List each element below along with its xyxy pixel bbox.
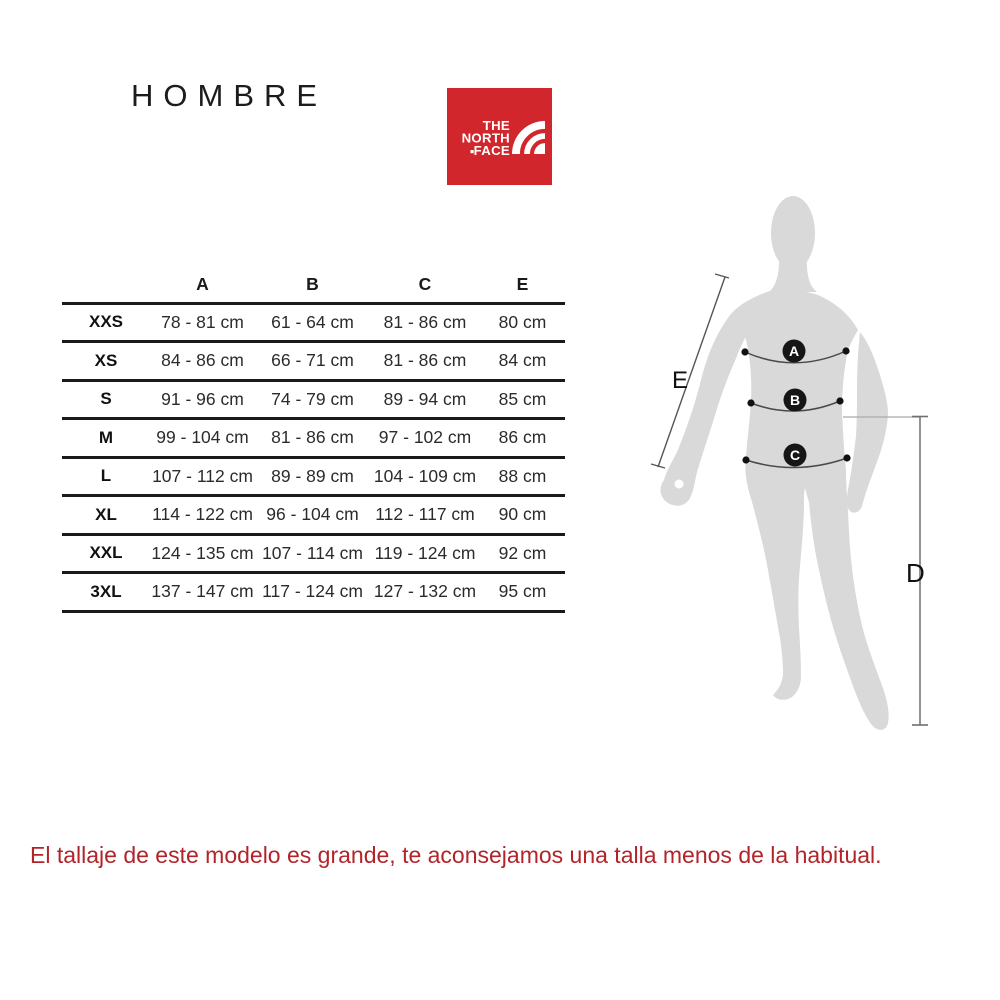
size-table-header-row	[62, 268, 565, 303]
measurement-cell: 88 cm	[480, 457, 565, 496]
logo-line-face: FACE	[473, 143, 510, 158]
measurement-cell: 85 cm	[480, 380, 565, 419]
body-silhouette	[661, 196, 889, 730]
measurement-cell: 137 - 147 cm	[150, 573, 255, 612]
measurement-cell: 74 - 79 cm	[255, 380, 370, 419]
size-label-cell: XXS	[62, 303, 150, 342]
measurement-cell: 84 - 86 cm	[150, 342, 255, 381]
size-label-cell: L	[62, 457, 150, 496]
measurement-cell: 89 - 89 cm	[255, 457, 370, 496]
corner-cell	[62, 268, 150, 303]
measurement-cell: 99 - 104 cm	[150, 419, 255, 458]
logo-line-the: THE	[482, 118, 510, 133]
silhouette-left-arm	[661, 318, 745, 506]
table-row	[62, 573, 565, 612]
north-face-logo-art	[447, 88, 552, 185]
half-dome-icon	[512, 121, 545, 154]
column-header: C	[370, 268, 480, 303]
measurement-cell: 107 - 114 cm	[255, 534, 370, 573]
table-row	[62, 457, 565, 496]
measurement-cell: 96 - 104 cm	[255, 496, 370, 535]
measurement-cell: 81 - 86 cm	[370, 342, 480, 381]
table-row	[62, 380, 565, 419]
measurement-cell: 91 - 96 cm	[150, 380, 255, 419]
table-row	[62, 303, 565, 342]
sizing-note: El tallaje de este modelo es grande, te aconsejamos una talla menos de la habitual.	[30, 842, 882, 868]
column-header: E	[480, 268, 565, 303]
dimension-e-label: E	[672, 367, 689, 394]
measurement-cell: 89 - 94 cm	[370, 380, 480, 419]
measurement-cell: 107 - 112 cm	[150, 457, 255, 496]
measurement-cell: 78 - 81 cm	[150, 303, 255, 342]
table-row	[62, 419, 565, 458]
measurement-cell: 61 - 64 cm	[255, 303, 370, 342]
measurement-cell: 90 cm	[480, 496, 565, 535]
measurement-cell: 81 - 86 cm	[255, 419, 370, 458]
measurement-cell: 81 - 86 cm	[370, 303, 480, 342]
size-table-body	[62, 303, 565, 611]
table-row	[62, 534, 565, 573]
marker-b-letter: B	[789, 392, 801, 408]
marker-a-letter: A	[788, 343, 800, 359]
column-header: A	[150, 268, 255, 303]
measurement-cell: 114 - 122 cm	[150, 496, 255, 535]
size-label-cell: XS	[62, 342, 150, 381]
page-title: HOMBRE	[131, 78, 328, 113]
measurement-cell: 119 - 124 cm	[370, 534, 480, 573]
body-measurement-diagram	[630, 185, 975, 745]
measurement-cell: 66 - 71 cm	[255, 342, 370, 381]
measurement-cell: 92 cm	[480, 534, 565, 573]
north-face-logo	[447, 88, 552, 185]
size-label-cell: M	[62, 419, 150, 458]
measurement-cell: 124 - 135 cm	[150, 534, 255, 573]
measurement-cell: 80 cm	[480, 303, 565, 342]
measurement-cell: 84 cm	[480, 342, 565, 381]
measurement-cell: 117 - 124 cm	[255, 573, 370, 612]
size-label-cell: XL	[62, 496, 150, 535]
size-table	[62, 268, 565, 613]
measurement-cell: 112 - 117 cm	[370, 496, 480, 535]
logo-line-north: NORTH	[461, 130, 510, 146]
size-label-cell: XXL	[62, 534, 150, 573]
size-label-cell: S	[62, 380, 150, 419]
silhouette-right-arm	[847, 332, 888, 513]
table-row	[62, 342, 565, 381]
measurement-cell: 127 - 132 cm	[370, 573, 480, 612]
measurement-cell: 104 - 109 cm	[370, 457, 480, 496]
column-header: B	[255, 268, 370, 303]
dimension-d-label: D	[906, 558, 925, 588]
measurement-cell: 97 - 102 cm	[370, 419, 480, 458]
table-row	[62, 496, 565, 535]
measurement-cell: 86 cm	[480, 419, 565, 458]
logo-dot	[471, 150, 474, 153]
size-label-cell: 3XL	[62, 573, 150, 612]
silhouette-fist-hole	[675, 480, 684, 489]
marker-c-letter: C	[789, 447, 801, 463]
measurement-cell: 95 cm	[480, 573, 565, 612]
